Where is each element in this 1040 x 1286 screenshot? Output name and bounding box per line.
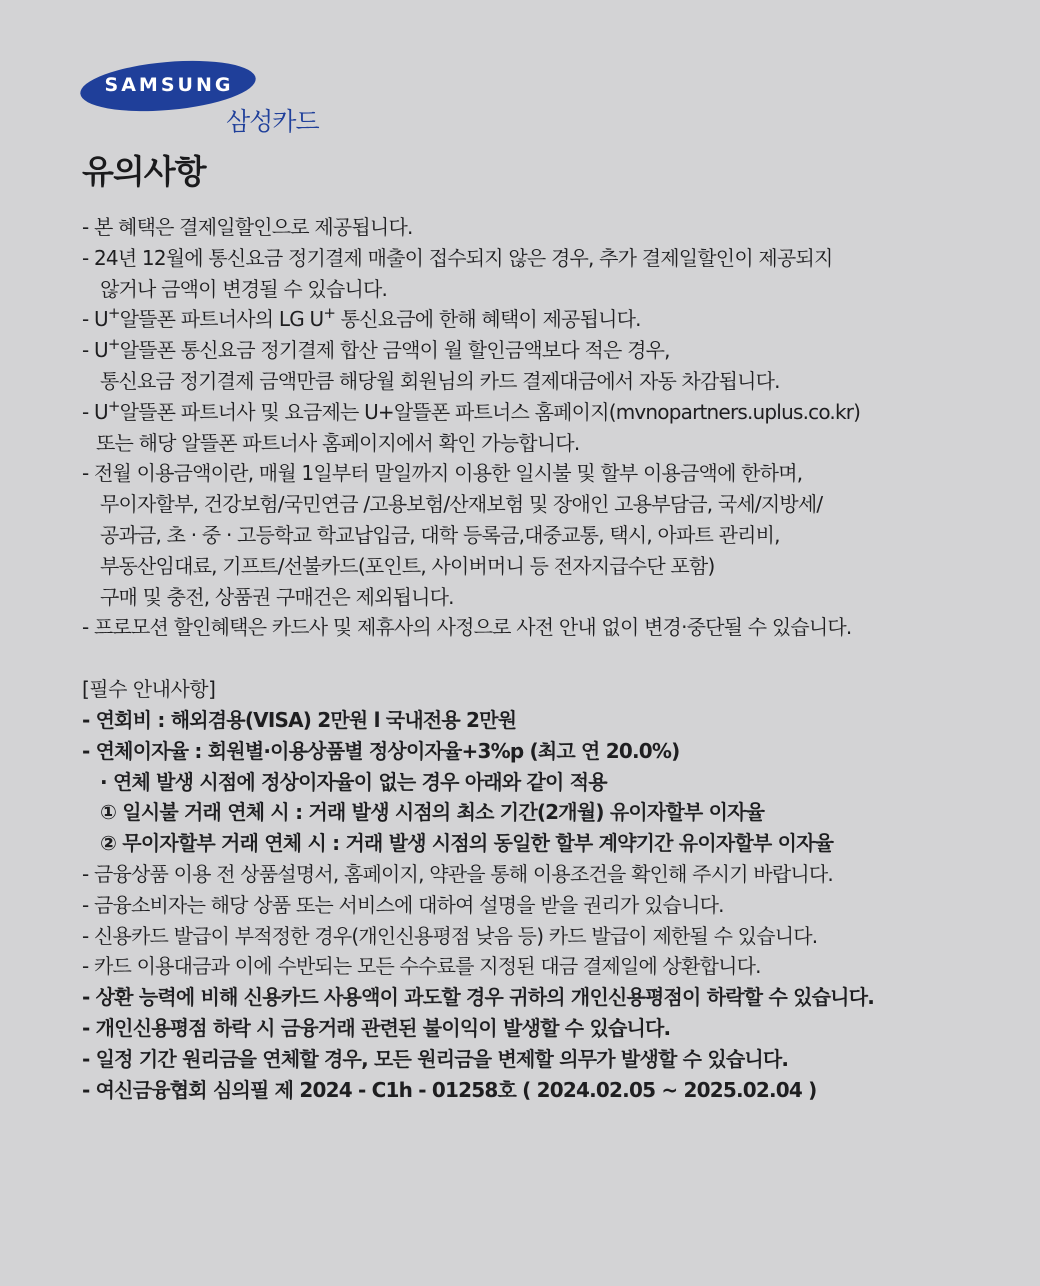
notice-line: - 24년 12월에 통신요금 정기결제 매출이 접수되지 않은 경우, 추가 결제일할인이 제공되지 (82, 245, 833, 270)
notice-line: 또는 해당 알뜰폰 파트너사 홈페이지에서 확인 가능합니다. (96, 430, 580, 455)
required-notice-heading: [필수 안내사항] (82, 677, 216, 702)
required-line: - 연체이자율 : 회원별·이용상품별 정상이자율+3%p (최고 연 20.0%) (82, 738, 680, 763)
required-line: - 여신금융협회 심의필 제 2024 - C1h - 01258호 ( 2024.02.05 ~ 2025.02.04 ) (82, 1077, 817, 1102)
required-line: - 상환 능력에 비해 신용카드 사용액이 과도할 경우 귀하의 개인신용평점이 하락할 수 있습니다. (82, 985, 875, 1010)
notice-line: - U+알뜰폰 통신요금 정기결제 합산 금액이 월 할인금액보다 적은 경우, (82, 335, 670, 363)
notice-line: 공과금, 초 · 중 · 고등학교 학교납입금, 대학 등록금,대중교통, 택시, 아파트 관리비, (100, 522, 780, 547)
notice-line: - 전월 이용금액이란, 매월 1일부터 말일까지 이용한 일시불 및 할부 이용금액에 한하며, (82, 461, 803, 486)
required-line: - 연회비 : 해외겸용(VISA) 2만원 l 국내전용 2만원 (82, 707, 517, 732)
required-line: - 카드 이용대금과 이에 수반되는 모든 수수료를 지정된 대금 결제일에 상환합니다. (82, 954, 761, 979)
required-line: - 금융소비자는 해당 상품 또는 서비스에 대하여 설명을 받을 권리가 있습니다. (82, 892, 724, 917)
notice-line: - U+알뜰폰 파트너사 및 요금제는 U+알뜰폰 파트너스 홈페이지(mvnopartners.uplus.co.kr) (82, 396, 861, 424)
notice-list (82, 212, 1002, 1105)
notice-line: 무이자할부, 건강보험/국민연금 /고용보험/산재보험 및 장애인 고용부담금, 국세/지방세/ (100, 492, 823, 517)
page-title: 유의사항 (82, 152, 206, 191)
notice-line: - 프로모션 할인혜택은 카드사 및 제휴사의 사정으로 사전 안내 없이 변경·중단될 수 있습니다. (82, 615, 852, 640)
section-spacer (82, 643, 1002, 674)
notice-line: - U+알뜰폰 파트너사의 LG U+ 통신요금에 한해 혜택이 제공됩니다. (82, 304, 641, 332)
samsung-card-logo (80, 58, 320, 134)
required-line: - 금융상품 이용 전 상품설명서, 홈페이지, 약관을 통해 이용조건을 확인해 주시기 바랍니다. (82, 861, 833, 886)
required-line: - 신용카드 발급이 부적정한 경우(개인신용평점 낮음 등) 카드 발급이 제한될 수 있습니다. (82, 923, 818, 948)
required-line: · 연체 발생 시점에 정상이자율이 없는 경우 아래와 같이 적용 (100, 769, 607, 794)
notice-line: - 본 혜택은 결제일할인으로 제공됩니다. (82, 215, 413, 239)
required-line: ② 무이자할부 거래 연체 시 : 거래 발생 시점의 동일한 할부 계약기간 유이자할부 이자율 (100, 831, 834, 856)
notice-line: 부동산임대료, 기프트/선불카드(포인트, 사이버머니 등 전자지급수단 포함) (100, 553, 715, 578)
required-line: - 개인신용평점 하락 시 금융거래 관련된 불이익이 발생할 수 있습니다. (82, 1015, 671, 1040)
required-line: - 일정 기간 원리금을 연체할 경우, 모든 원리금을 변제할 의무가 발생할 수 있습니다. (82, 1046, 789, 1071)
notice-line: 않거나 금액이 변경될 수 있습니다. (100, 276, 388, 301)
samsung-wordmark: SAMSUNG (104, 74, 234, 96)
required-line: ① 일시불 거래 연체 시 : 거래 발생 시점의 최소 기간(2개월) 유이자할부 이자율 (100, 800, 765, 825)
notice-line: 구매 및 충전, 상품권 구매건은 제외됩니다. (100, 584, 454, 609)
notice-line: 통신요금 정기결제 금액만큼 해당월 회원님의 카드 결제대금에서 자동 차감됩니다. (100, 368, 780, 393)
card-brand-name: 삼성카드 (226, 107, 319, 136)
